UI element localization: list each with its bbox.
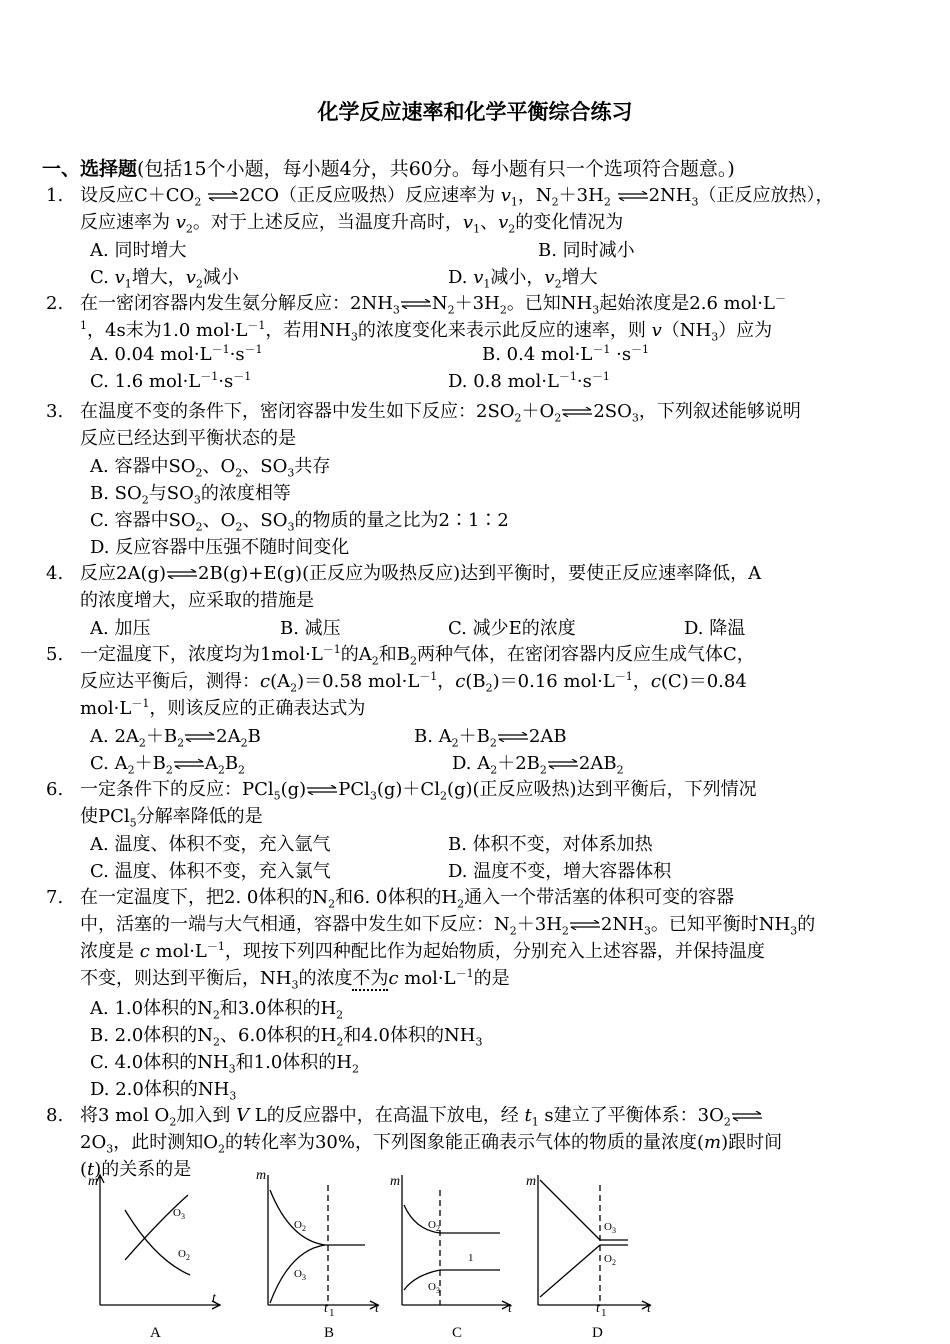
svg-text:2: 2 bbox=[612, 1258, 616, 1267]
svg-text:O: O bbox=[294, 1219, 302, 1231]
q5-option-a[interactable]: A. $2A_2+B_2$ $2A_2B$ bbox=[90, 726, 261, 750]
equilibrium-arrow-icon bbox=[569, 920, 601, 930]
question-6: 6. 一定条件下的反应：PCl$_5$(g) $PCl_3(g)+Cl_2(g)$(正反应吸热)达到平衡后，下列情况 使PCl$_5$分解率降低的是 bbox=[46, 779, 757, 830]
equilibrium-arrow-icon bbox=[306, 785, 338, 795]
svg-text:B: B bbox=[324, 1325, 335, 1340]
svg-text:C: C bbox=[452, 1325, 463, 1340]
q4-option-c[interactable]: C. 减少E的浓度 bbox=[448, 618, 576, 639]
graph-b bbox=[268, 1175, 378, 1309]
svg-text:m: m bbox=[88, 1174, 99, 1189]
svg-text:t: t bbox=[212, 1291, 216, 1306]
svg-text:m: m bbox=[526, 1174, 537, 1189]
equilibrium-arrow-icon bbox=[173, 759, 205, 769]
q6-option-a[interactable]: A. 温度、体积不变，充入氩气 bbox=[90, 834, 331, 855]
equilibrium-arrow-icon bbox=[184, 732, 216, 742]
question-3: 3. 在温度不变的条件下，密闭容器中发生如下反应：$2SO_2+O_2$ $2SO_3$，下列叙述能够说明 反应已经达到平衡状态的是 bbox=[46, 401, 801, 449]
section-heading: 一、选择题(包括15个小题，每小题4分，共60分。每小题有只一个选项符合题意。) bbox=[42, 158, 735, 180]
equilibrium-arrow-icon bbox=[547, 759, 579, 769]
svg-text:O: O bbox=[173, 1207, 181, 1219]
q7-option-d[interactable]: D. 2.0体积的$NH_3$ bbox=[90, 1079, 237, 1103]
svg-text:t: t bbox=[324, 1301, 328, 1316]
svg-text:O: O bbox=[604, 1221, 612, 1233]
equilibrium-arrow-icon bbox=[497, 732, 529, 742]
q1-option-b[interactable]: B. 同时减小 bbox=[538, 240, 635, 261]
q1-option-d[interactable]: D. $v_1$减小，$v_2$增大 bbox=[448, 267, 598, 291]
equilibrium-arrow-icon bbox=[617, 191, 649, 201]
equilibrium-arrow-icon bbox=[561, 407, 593, 417]
svg-text:t: t bbox=[508, 1301, 512, 1316]
question-4: 4. 反应2A(g) 2B(g)+E(g)(正反应为吸热反应)达到平衡时，要使正反应速率降低，A 的浓度增大，应采取的措施是 bbox=[46, 563, 762, 611]
q2-option-a[interactable]: A. 0.04 $mol\cdot L^{-1}\cdot s^{-1}$ bbox=[90, 343, 263, 365]
q5-option-c[interactable]: C. $A_2+B_2$ $A_2B_2$ bbox=[90, 753, 246, 777]
graph-d bbox=[538, 1175, 650, 1309]
svg-text:A: A bbox=[150, 1325, 161, 1340]
svg-text:2: 2 bbox=[302, 1224, 306, 1233]
equilibrium-arrow-icon bbox=[731, 1111, 763, 1121]
q4-option-b[interactable]: B. 减压 bbox=[280, 618, 341, 639]
equilibrium-arrow-icon bbox=[207, 191, 239, 201]
q1-option-c[interactable]: C. $v_1$增大，$v_2$减小 bbox=[90, 267, 239, 291]
svg-text:3: 3 bbox=[436, 1286, 440, 1295]
q8-graphs bbox=[80, 1165, 680, 1340]
svg-text:O: O bbox=[294, 1268, 302, 1280]
q2-option-b[interactable]: B. 0.4 $mol\cdot L^{-1} \cdot s^{-1}$ bbox=[482, 343, 650, 365]
svg-text:1: 1 bbox=[601, 1307, 607, 1319]
svg-text:2: 2 bbox=[186, 1253, 190, 1262]
q6-option-b[interactable]: B. 体积不变，对体系加热 bbox=[448, 834, 653, 855]
svg-text:m: m bbox=[256, 1168, 267, 1183]
q4-option-d[interactable]: D. 降温 bbox=[684, 618, 746, 639]
svg-text:2: 2 bbox=[436, 1224, 440, 1233]
page-title: 化学反应速率和化学平衡综合练习 bbox=[317, 99, 633, 124]
q6-option-c[interactable]: C. 温度、体积不变，充入氯气 bbox=[90, 861, 331, 882]
equilibrium-arrow-icon bbox=[400, 299, 432, 309]
q4-option-a[interactable]: A. 加压 bbox=[90, 618, 151, 639]
graph-a bbox=[96, 1175, 220, 1309]
svg-text:O: O bbox=[428, 1281, 436, 1293]
svg-text:1: 1 bbox=[468, 1252, 474, 1264]
q2-option-c[interactable]: C. 1.6 $mol\cdot L^{-1}\cdot s^{-1}$ bbox=[90, 370, 252, 392]
question-1: 1. 设反应$C+CO_2$ 2CO（正反应吸热）反应速率为 $v_1$，$N_2+3H_2$ $2NH_3$（正反应放热）， 反应速率为 $v_2$。对于上述反应，当温度升高时，$v_1$、$v_2$的变化情况为 bbox=[46, 185, 834, 236]
question-5: 5. 一定温度下，浓度均为$1mol\cdot L^{-1}$的$A_2$和$B_2$两种气体，在密闭容器内反应生成气体C， 反应达平衡后，测得：$c(A_2)=0.58$ $mol\cdot L^{-1}$，$c(B_2)=0.16$ $mol\cdot L^{-1}$，c(C)＝0.84 $mol\cdot L^{-1}$，则该反应的正确表达式为 bbox=[46, 643, 755, 719]
svg-text:D: D bbox=[592, 1325, 603, 1340]
q7-option-c[interactable]: C. 4.0体积的$NH_3$和1.0体积的$H_2$ bbox=[90, 1052, 359, 1076]
graph-c bbox=[402, 1175, 510, 1309]
svg-text:m: m bbox=[390, 1174, 401, 1189]
question-2: 2. 在一密闭容器内发生氨分解反应：$2NH_3$ $N_2+3H_2$。已知$NH_3$起始浓度是2.6 mol·L－ $^1$，4s末为1.0 $mol\cdot L^{-1}$，若用$NH_3$的浓度变化来表示此反应的速率，则 $v(NH_3)$应为 bbox=[46, 292, 786, 344]
question-7: 7. 在一定温度下，把2. 0体积的$N_2$和6. 0体积的$H_2$通入一个带活塞的体积可变的容器 中，活塞的一端与大气相通，容器中发生如下反应：$N_2+3H_2$ $2NH_3$。已知平衡时$NH_3$的 浓度是 c $mol\cdot L^{-1}$，现按下列四种配比作为起始物质，分别充入上述容器，并保持温度 不变，则达到平衡后，$NH_3$的浓度不为c $mol\cdot L^{-1}$的是 bbox=[46, 887, 816, 992]
q6-option-d[interactable]: D. 温度不变，增大容器体积 bbox=[448, 861, 672, 882]
svg-text:3: 3 bbox=[612, 1226, 616, 1235]
svg-text:O: O bbox=[178, 1248, 186, 1260]
svg-text:t: t bbox=[375, 1301, 379, 1316]
svg-text:3: 3 bbox=[302, 1273, 306, 1282]
q3-option-d[interactable]: D. 反应容器中压强不随时间变化 bbox=[90, 537, 350, 558]
q5-option-d[interactable]: D. $A_2+2B_2$ $2AB_2$ bbox=[452, 753, 624, 777]
q7-option-a[interactable]: A. 1.0体积的$N_2$和3.0体积的$H_2$ bbox=[90, 998, 344, 1022]
svg-text:3: 3 bbox=[181, 1212, 185, 1221]
svg-text:t: t bbox=[647, 1301, 651, 1316]
svg-text:O: O bbox=[428, 1219, 436, 1231]
svg-text:t: t bbox=[596, 1301, 600, 1316]
q7-option-b[interactable]: B. 2.0体积的$N_2$、6.0体积的$H_2$和4.0体积的$NH_3$ bbox=[90, 1025, 483, 1049]
q3-option-c[interactable]: C. 容器中$SO_2$、$O_2$、$SO_3$的物质的量之比为2∶1∶2 bbox=[90, 510, 509, 534]
q3-option-b[interactable]: B. $SO_2$与$SO_3$的浓度相等 bbox=[90, 483, 291, 507]
q2-option-d[interactable]: D. 0.8 $mol\cdot L^{-1}\cdot s^{-1}$ bbox=[448, 370, 610, 392]
svg-text:O: O bbox=[604, 1253, 612, 1265]
q1-option-a[interactable]: A. 同时增大 bbox=[90, 240, 187, 261]
q3-option-a[interactable]: A. 容器中$SO_2$、$O_2$、$SO_3$共存 bbox=[90, 456, 331, 480]
svg-text:1: 1 bbox=[329, 1307, 335, 1319]
q5-option-b[interactable]: B. $A_2+B_2$ 2AB bbox=[414, 726, 567, 750]
question-8: 8. 将3 mol $O_2$加入到 V L的反应器中，在高温下放电，经 $t_1$ s建立了平衡体系：$3O_2$ $2O_3$，此时测知$O_2$的转化率为30%，下列图象能正确表示气体的物质的量浓度(m)跟时间 (t)的关系的是 bbox=[46, 1105, 783, 1180]
equilibrium-arrow-icon bbox=[166, 569, 198, 579]
